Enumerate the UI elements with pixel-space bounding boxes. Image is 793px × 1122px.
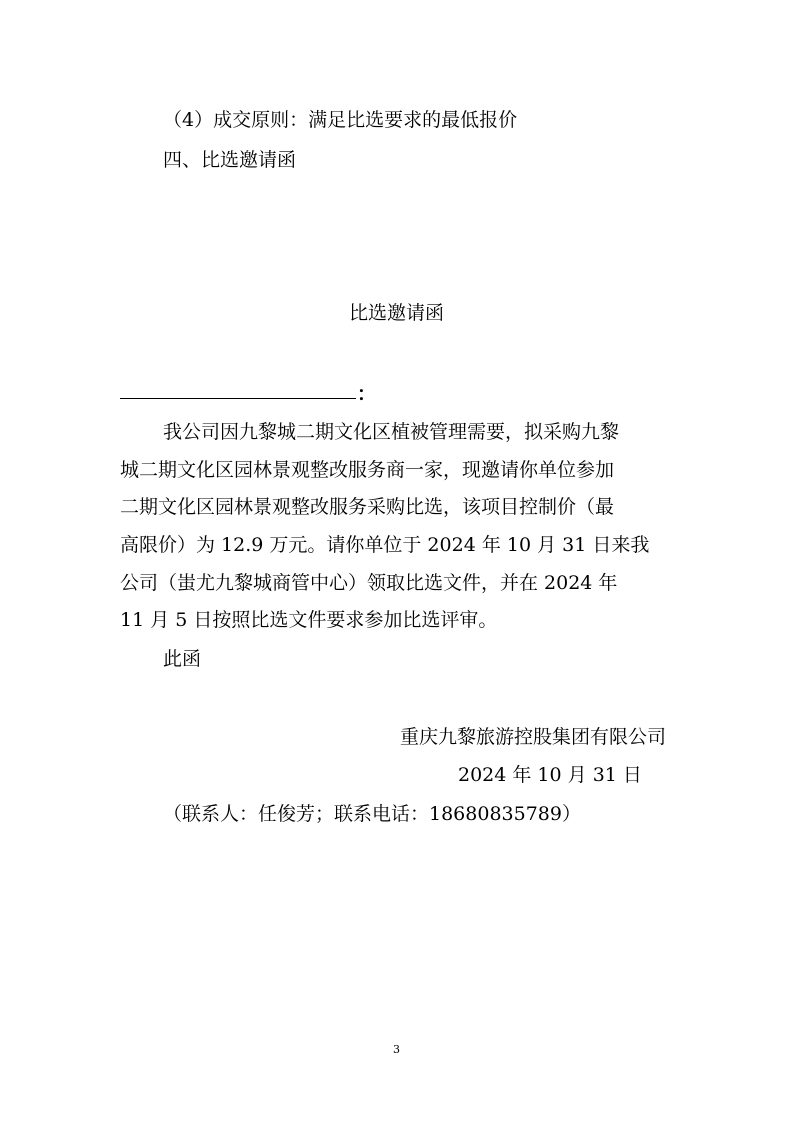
addressee-blank-line <box>120 398 356 399</box>
selection-principle: （4）成交原则：满足比选要求的最低报价 <box>163 109 518 131</box>
body-line-6: 11 月 5 日按照比选文件要求参加比选评审。 <box>120 609 498 631</box>
contact-info: （联系人：任俊芳；联系电话：18680835789） <box>163 803 581 825</box>
body-line-1: 我公司因九黎城二期文化区植被管理需要，拟采购九黎 <box>163 421 620 443</box>
letter-date: 2024 年 10 月 31 日 <box>458 764 642 786</box>
body-line-4: 高限价）为 12.9 万元。请你单位于 2024 年 10 月 31 日来我 <box>120 534 650 556</box>
company-signature: 重庆九黎旅游控股集团有限公司 <box>400 726 667 748</box>
body-line-2: 城二期文化区园林景观整改服务商一家，现邀请你单位参加 <box>120 459 615 481</box>
closing-text: 此函 <box>163 648 202 670</box>
body-line-5: 公司（蚩尤九黎城商管中心）领取比选文件，并在 2024 年 <box>120 572 618 594</box>
page-number: 3 <box>393 1043 400 1056</box>
body-line-3: 二期文化区园林景观整改服务采购比选，该项目控制价（最 <box>120 496 615 518</box>
addressee-colon: ： <box>357 383 377 405</box>
section-heading: 四、比选邀请函 <box>163 149 297 171</box>
letter-title: 比选邀请函 <box>348 302 444 324</box>
